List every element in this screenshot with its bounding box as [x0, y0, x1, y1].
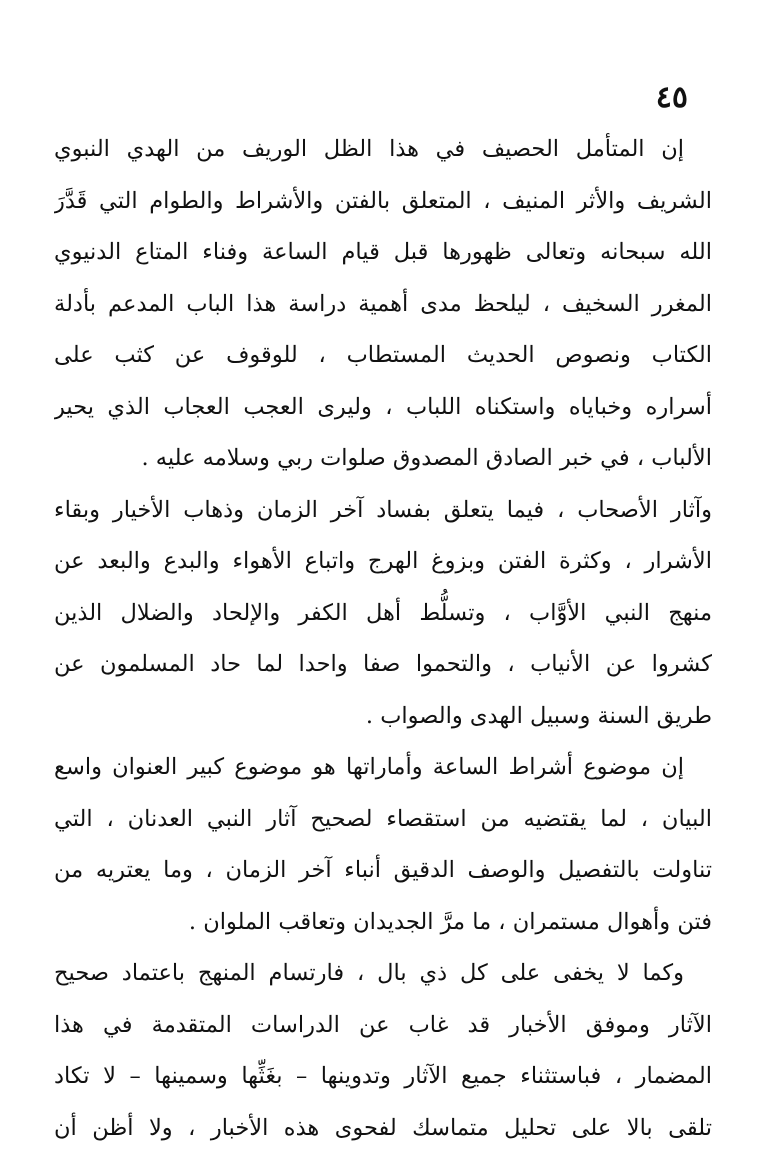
text-line: كشروا عن الأنياب ، والتحموا صفا واحدا لما حاد المسلمون عن — [54, 639, 712, 691]
body-text — [54, 124, 712, 1154]
text-line: فتن وأهوال مستمران ، ما مرَّ الجديدان وتعاقب الملوان . — [54, 897, 712, 949]
text-line: المغرر السخيف ، ليلحظ مدى أهمية دراسة هذا الباب المدعم بأدلة — [54, 279, 712, 331]
text-line: طريق السنة وسبيل الهدى والصواب . — [54, 691, 712, 743]
text-line: وكما لا يخفى على كل ذي بال ، فارتسام المنهج باعتماد صحيح — [54, 948, 712, 1000]
text-line: إن المتأمل الحصيف في هذا الظل الوريف من الهدي النبوي — [54, 124, 712, 176]
text-line: المضمار ، فباستثناء جميع الآثار وتدوينها – بغَثِّها وسمينها – لا تكاد — [54, 1051, 712, 1103]
text-line: الآثار وموفق الأخبار قد غاب عن الدراسات المتقدمة في هذا — [54, 1000, 712, 1052]
text-line: وآثار الأصحاب ، فيما يتعلق بفساد آخر الزمان وذهاب الأخيار وبقاء — [54, 485, 712, 537]
text-line: إن موضوع أشراط الساعة وأماراتها هو موضوع كبير العنوان واسع — [54, 742, 712, 794]
text-line: الله سبحانه وتعالى ظهورها قبل قيام الساعة وفناء المتاع الدنيوي — [54, 227, 712, 279]
text-line: الألباب ، في خبر الصادق المصدوق صلوات ربي وسلامه عليه . — [54, 433, 712, 485]
text-line: تلقى بالا على تحليل متماسك لفحوى هذه الأخبار ، ولا أظن أن — [54, 1103, 712, 1154]
text-line: الأشرار ، وكثرة الفتن وبزوغ الهرج واتباع الأهواء والبدع والبعد عن — [54, 536, 712, 588]
text-line: تناولت بالتفصيل والوصف الدقيق أنباء آخر الزمان ، وما يعتريه من — [54, 845, 712, 897]
text-line: منهج النبي الأوَّاب ، وتسلُّط أهل الكفر والإلحاد والضلال الذين — [54, 588, 712, 640]
text-line: أسراره وخباياه واستكناه اللباب ، وليرى العجب العجاب الذي يحير — [54, 382, 712, 434]
text-line: البيان ، لما يقتضيه من استقصاء لصحيح آثار النبي العدنان ، التي — [54, 794, 712, 846]
text-line: الكتاب ونصوص الحديث المستطاب ، للوقوف عن كثب على — [54, 330, 712, 382]
page-number: ٤٥ — [656, 78, 688, 118]
text-line: الشريف والأثر المنيف ، المتعلق بالفتن والأشراط والطوام التي قَدَّرَ — [54, 176, 712, 228]
